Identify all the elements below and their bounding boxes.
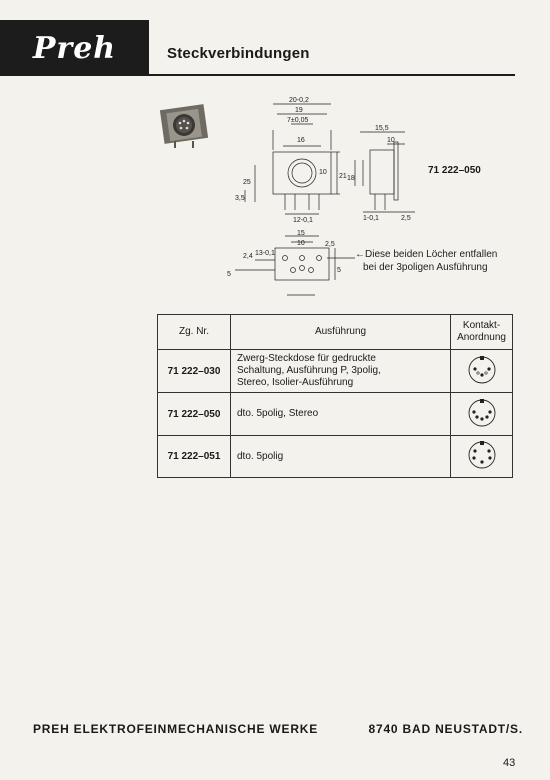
svg-text:3,5: 3,5 — [235, 195, 245, 202]
row-nr: 71 222–030 — [158, 350, 231, 393]
svg-text:16: 16 — [297, 137, 305, 144]
svg-text:12-0,1: 12-0,1 — [293, 217, 313, 224]
svg-text:5: 5 — [227, 271, 231, 278]
spec-table — [157, 314, 513, 478]
svg-text:10: 10 — [387, 137, 395, 144]
svg-text:2,4: 2,4 — [243, 253, 253, 260]
product-photo — [160, 103, 210, 149]
svg-text:2,5: 2,5 — [325, 241, 335, 248]
svg-text:25: 25 — [243, 179, 251, 186]
table-row — [158, 393, 513, 436]
row-desc: dto. 5polig — [231, 436, 451, 478]
svg-text:19: 19 — [295, 107, 303, 114]
table-row — [158, 350, 513, 393]
header-rule — [149, 74, 515, 76]
preh-logo: Preh — [0, 20, 149, 76]
drawing-note: ←Diese beiden Löcher entfallen bei der 3poligen Ausführung — [355, 249, 498, 273]
svg-text:1-0,1: 1-0,1 — [363, 215, 379, 222]
footer — [33, 722, 523, 736]
din-5pin-alt-icon — [464, 440, 500, 470]
footer-company: PREH ELEKTROFEINMECHANISCHE WERKE — [33, 722, 319, 736]
svg-text:10: 10 — [297, 240, 305, 247]
row-nr: 71 222–051 — [158, 436, 231, 478]
table-header-row — [158, 315, 513, 350]
page-number: 43 — [503, 757, 516, 769]
row-desc: dto. 5polig, Stereo — [231, 393, 451, 436]
din-3pin-icon — [464, 355, 500, 385]
drawing-part-label: 71 222–050 — [428, 165, 481, 176]
footer-address: 8740 BAD NEUSTADT/S. — [368, 722, 523, 736]
table-row — [158, 436, 513, 478]
row-desc: Zwerg-Steckdose für gedruckte Schaltung, Ausführung P, 3polig, Stereo, Isolier-Ausführung — [231, 350, 451, 393]
row-nr: 71 222–050 — [158, 393, 231, 436]
svg-text:15: 15 — [297, 230, 305, 237]
svg-text:21: 21 — [339, 173, 347, 180]
page-title: Steckverbindungen — [167, 45, 310, 62]
svg-text:2,5: 2,5 — [401, 215, 411, 222]
svg-text:10: 10 — [319, 169, 327, 176]
svg-text:5: 5 — [337, 267, 341, 274]
svg-text:18: 18 — [347, 175, 355, 182]
col-header-nr: Zg. Nr. — [158, 315, 231, 350]
svg-text:15,5: 15,5 — [375, 125, 389, 132]
svg-text:13-0,1: 13-0,1 — [255, 250, 275, 257]
din-5pin-icon — [464, 398, 500, 428]
svg-text:20-0,2: 20-0,2 — [289, 97, 309, 104]
col-header-kontakt: Kontakt- Anordnung — [451, 315, 513, 350]
col-header-ausfuehrung: Ausführung — [231, 315, 451, 350]
svg-text:7±0,05: 7±0,05 — [287, 117, 309, 124]
